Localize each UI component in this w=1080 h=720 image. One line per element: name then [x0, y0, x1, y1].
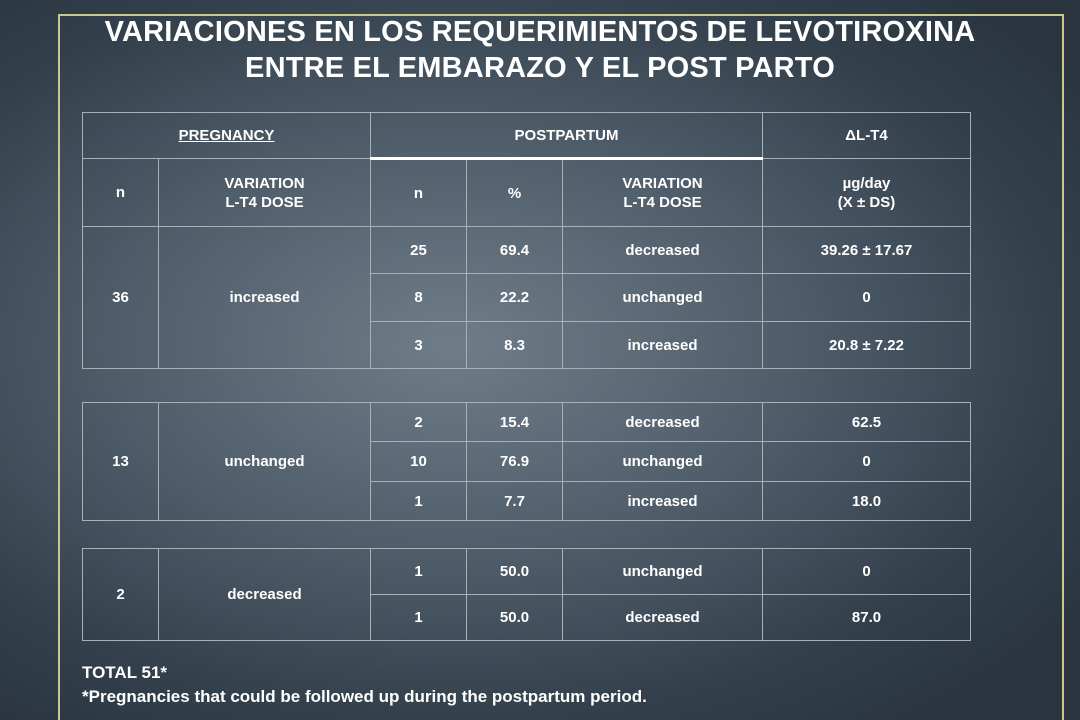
group-n: 36 — [83, 227, 159, 369]
row-n: 8 — [371, 274, 467, 322]
header-delta-unit: µg/day (X ± DS) — [763, 159, 971, 227]
row-delta: 0 — [763, 274, 971, 322]
row-delta: 39.26 ± 17.67 — [763, 227, 971, 274]
header-postpartum-n: n — [371, 159, 467, 227]
table-row — [83, 403, 971, 442]
header-postpartum-variation: VARIATION L-T4 DOSE — [563, 159, 763, 227]
row-percent: 15.4 — [467, 403, 563, 442]
header-postpartum-percent: % — [467, 159, 563, 227]
row-delta: 20.8 ± 7.22 — [763, 322, 971, 369]
row-n: 3 — [371, 322, 467, 369]
row-variation: decreased — [563, 595, 763, 641]
group-variation: increased — [159, 227, 371, 369]
row-delta: 0 — [763, 549, 971, 595]
row-percent: 76.9 — [467, 442, 563, 482]
row-percent: 50.0 — [467, 549, 563, 595]
row-variation: increased — [563, 482, 763, 521]
row-n: 2 — [371, 403, 467, 442]
table-pregnancy-increased — [82, 112, 971, 369]
group-n: 2 — [83, 549, 159, 641]
row-n: 1 — [371, 482, 467, 521]
row-variation: unchanged — [563, 442, 763, 482]
row-percent: 69.4 — [467, 227, 563, 274]
table-row — [83, 549, 971, 595]
header-postpartum: POSTPARTUM — [371, 113, 763, 159]
row-variation: unchanged — [563, 274, 763, 322]
header-pregnancy-n: n — [83, 159, 159, 227]
table-pregnancy-decreased — [82, 548, 971, 641]
row-variation: decreased — [563, 403, 763, 442]
table-row — [83, 227, 971, 274]
footnote: *Pregnancies that could be followed up during the postpartum period. — [82, 687, 647, 706]
header-pregnancy: PREGNANCY — [83, 113, 371, 159]
row-percent: 8.3 — [467, 322, 563, 369]
row-n: 10 — [371, 442, 467, 482]
total-label: TOTAL 51* — [82, 663, 168, 682]
group-variation: unchanged — [159, 403, 371, 521]
row-variation: increased — [563, 322, 763, 369]
row-n: 1 — [371, 595, 467, 641]
header-row-2 — [83, 159, 971, 227]
header-row-1 — [83, 113, 971, 159]
title-line-1: VARIACIONES EN LOS REQUERIMIENTOS DE LEVOTIROXINA — [104, 16, 976, 48]
row-delta: 87.0 — [763, 595, 971, 641]
header-pregnancy-variation: VARIATION L-T4 DOSE — [159, 159, 371, 227]
row-variation: decreased — [563, 227, 763, 274]
row-n: 25 — [371, 227, 467, 274]
header-delta-lt4: ΔL-T4 — [763, 113, 971, 159]
row-delta: 0 — [763, 442, 971, 482]
row-delta: 18.0 — [763, 482, 971, 521]
table-pregnancy-unchanged — [82, 402, 971, 521]
title-line-2: ENTRE EL EMBARAZO Y EL POST PARTO — [245, 52, 835, 84]
row-delta: 62.5 — [763, 403, 971, 442]
row-percent: 50.0 — [467, 595, 563, 641]
row-percent: 7.7 — [467, 482, 563, 521]
row-variation: unchanged — [563, 549, 763, 595]
group-n: 13 — [83, 403, 159, 521]
row-percent: 22.2 — [467, 274, 563, 322]
slide-title — [0, 14, 1080, 86]
row-n: 1 — [371, 549, 467, 595]
footer-notes — [82, 661, 647, 709]
group-variation: decreased — [159, 549, 371, 641]
